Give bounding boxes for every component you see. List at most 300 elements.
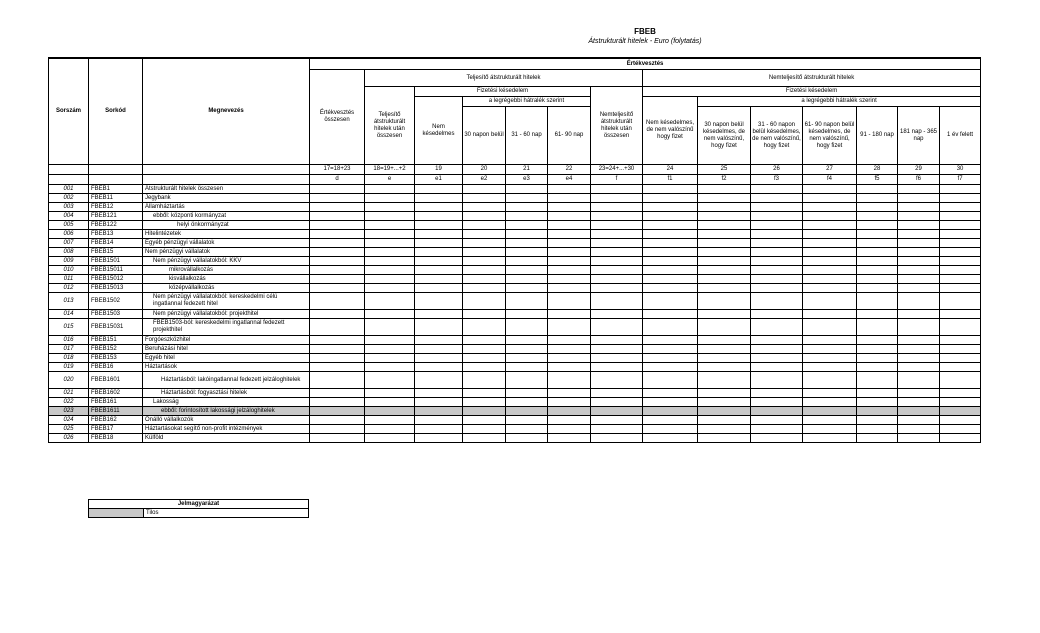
value-cell[interactable] (940, 275, 981, 284)
value-cell[interactable] (857, 372, 898, 389)
value-cell[interactable] (751, 230, 803, 239)
value-cell[interactable] (463, 398, 506, 407)
value-cell[interactable] (698, 275, 751, 284)
value-cell[interactable] (698, 407, 751, 416)
value-cell[interactable] (698, 221, 751, 230)
value-cell[interactable] (365, 221, 415, 230)
value-cell[interactable] (310, 416, 365, 425)
value-cell[interactable] (898, 275, 940, 284)
value-cell[interactable] (591, 257, 643, 266)
value-cell[interactable] (365, 425, 415, 434)
value-cell[interactable] (643, 194, 698, 203)
value-cell[interactable] (415, 266, 463, 275)
value-cell[interactable] (751, 345, 803, 354)
value-cell[interactable] (463, 230, 506, 239)
value-cell[interactable] (415, 257, 463, 266)
value-cell[interactable] (643, 230, 698, 239)
value-cell[interactable] (506, 257, 548, 266)
value-cell[interactable] (415, 398, 463, 407)
value-cell[interactable] (751, 354, 803, 363)
value-cell[interactable] (548, 266, 591, 275)
value-cell[interactable] (698, 434, 751, 443)
value-cell[interactable] (310, 389, 365, 398)
value-cell[interactable] (310, 284, 365, 293)
value-cell[interactable] (548, 389, 591, 398)
value-cell[interactable] (506, 266, 548, 275)
value-cell[interactable] (463, 389, 506, 398)
value-cell[interactable] (463, 345, 506, 354)
value-cell[interactable] (857, 389, 898, 398)
value-cell[interactable] (803, 221, 857, 230)
value-cell[interactable] (857, 257, 898, 266)
value-cell[interactable] (506, 345, 548, 354)
value-cell[interactable] (940, 310, 981, 319)
value-cell[interactable] (591, 266, 643, 275)
value-cell[interactable] (803, 389, 857, 398)
value-cell[interactable] (463, 425, 506, 434)
value-cell[interactable] (591, 434, 643, 443)
value-cell[interactable] (857, 354, 898, 363)
value-cell[interactable] (940, 354, 981, 363)
value-cell[interactable] (415, 275, 463, 284)
value-cell[interactable] (591, 310, 643, 319)
value-cell[interactable] (463, 266, 506, 275)
value-cell[interactable] (751, 221, 803, 230)
value-cell[interactable] (591, 221, 643, 230)
value-cell[interactable] (898, 416, 940, 425)
value-cell[interactable] (940, 185, 981, 194)
value-cell[interactable] (365, 354, 415, 363)
value-cell[interactable] (857, 275, 898, 284)
value-cell[interactable] (698, 239, 751, 248)
value-cell[interactable] (751, 425, 803, 434)
value-cell[interactable] (803, 310, 857, 319)
value-cell[interactable] (463, 185, 506, 194)
value-cell[interactable] (310, 407, 365, 416)
value-cell[interactable] (506, 336, 548, 345)
value-cell[interactable] (698, 319, 751, 336)
value-cell[interactable] (643, 257, 698, 266)
value-cell[interactable] (415, 319, 463, 336)
value-cell[interactable] (803, 372, 857, 389)
value-cell[interactable] (898, 336, 940, 345)
value-cell[interactable] (506, 372, 548, 389)
value-cell[interactable] (898, 372, 940, 389)
value-cell[interactable] (898, 407, 940, 416)
value-cell[interactable] (857, 221, 898, 230)
value-cell[interactable] (751, 434, 803, 443)
value-cell[interactable] (857, 230, 898, 239)
value-cell[interactable] (415, 372, 463, 389)
value-cell[interactable] (803, 345, 857, 354)
value-cell[interactable] (591, 275, 643, 284)
value-cell[interactable] (857, 266, 898, 275)
value-cell[interactable] (591, 194, 643, 203)
value-cell[interactable] (643, 345, 698, 354)
value-cell[interactable] (857, 185, 898, 194)
value-cell[interactable] (506, 293, 548, 310)
value-cell[interactable] (415, 363, 463, 372)
value-cell[interactable] (463, 407, 506, 416)
value-cell[interactable] (365, 185, 415, 194)
value-cell[interactable] (803, 194, 857, 203)
value-cell[interactable] (365, 407, 415, 416)
value-cell[interactable] (506, 354, 548, 363)
value-cell[interactable] (310, 345, 365, 354)
value-cell[interactable] (548, 416, 591, 425)
value-cell[interactable] (506, 434, 548, 443)
value-cell[interactable] (940, 345, 981, 354)
value-cell[interactable] (365, 230, 415, 239)
value-cell[interactable] (643, 354, 698, 363)
value-cell[interactable] (940, 425, 981, 434)
value-cell[interactable] (548, 363, 591, 372)
value-cell[interactable] (898, 310, 940, 319)
value-cell[interactable] (310, 185, 365, 194)
value-cell[interactable] (463, 434, 506, 443)
value-cell[interactable] (803, 319, 857, 336)
value-cell[interactable] (310, 319, 365, 336)
value-cell[interactable] (803, 248, 857, 257)
value-cell[interactable] (591, 230, 643, 239)
value-cell[interactable] (751, 248, 803, 257)
value-cell[interactable] (643, 293, 698, 310)
value-cell[interactable] (698, 372, 751, 389)
value-cell[interactable] (898, 185, 940, 194)
value-cell[interactable] (506, 275, 548, 284)
value-cell[interactable] (365, 336, 415, 345)
value-cell[interactable] (643, 434, 698, 443)
value-cell[interactable] (548, 194, 591, 203)
value-cell[interactable] (591, 354, 643, 363)
value-cell[interactable] (463, 221, 506, 230)
value-cell[interactable] (898, 221, 940, 230)
value-cell[interactable] (898, 284, 940, 293)
value-cell[interactable] (415, 310, 463, 319)
value-cell[interactable] (940, 319, 981, 336)
value-cell[interactable] (803, 203, 857, 212)
value-cell[interactable] (415, 434, 463, 443)
value-cell[interactable] (940, 434, 981, 443)
value-cell[interactable] (548, 221, 591, 230)
value-cell[interactable] (803, 354, 857, 363)
value-cell[interactable] (506, 248, 548, 257)
value-cell[interactable] (751, 336, 803, 345)
value-cell[interactable] (548, 257, 591, 266)
value-cell[interactable] (463, 372, 506, 389)
value-cell[interactable] (643, 319, 698, 336)
value-cell[interactable] (857, 194, 898, 203)
value-cell[interactable] (898, 203, 940, 212)
value-cell[interactable] (415, 425, 463, 434)
value-cell[interactable] (898, 239, 940, 248)
value-cell[interactable] (898, 434, 940, 443)
value-cell[interactable] (898, 319, 940, 336)
value-cell[interactable] (803, 185, 857, 194)
value-cell[interactable] (898, 363, 940, 372)
value-cell[interactable] (548, 185, 591, 194)
value-cell[interactable] (857, 203, 898, 212)
value-cell[interactable] (365, 257, 415, 266)
value-cell[interactable] (506, 407, 548, 416)
value-cell[interactable] (415, 248, 463, 257)
value-cell[interactable] (751, 212, 803, 221)
value-cell[interactable] (940, 212, 981, 221)
value-cell[interactable] (643, 407, 698, 416)
value-cell[interactable] (803, 275, 857, 284)
value-cell[interactable] (365, 239, 415, 248)
value-cell[interactable] (365, 275, 415, 284)
value-cell[interactable] (548, 275, 591, 284)
value-cell[interactable] (591, 363, 643, 372)
value-cell[interactable] (940, 336, 981, 345)
value-cell[interactable] (803, 425, 857, 434)
value-cell[interactable] (751, 372, 803, 389)
value-cell[interactable] (857, 416, 898, 425)
value-cell[interactable] (803, 407, 857, 416)
value-cell[interactable] (643, 221, 698, 230)
value-cell[interactable] (698, 230, 751, 239)
value-cell[interactable] (857, 363, 898, 372)
value-cell[interactable] (310, 363, 365, 372)
value-cell[interactable] (415, 212, 463, 221)
value-cell[interactable] (506, 212, 548, 221)
value-cell[interactable] (591, 425, 643, 434)
value-cell[interactable] (506, 319, 548, 336)
value-cell[interactable] (591, 293, 643, 310)
value-cell[interactable] (751, 293, 803, 310)
value-cell[interactable] (548, 407, 591, 416)
value-cell[interactable] (857, 345, 898, 354)
value-cell[interactable] (803, 266, 857, 275)
value-cell[interactable] (751, 310, 803, 319)
value-cell[interactable] (698, 212, 751, 221)
value-cell[interactable] (463, 275, 506, 284)
value-cell[interactable] (803, 293, 857, 310)
value-cell[interactable] (463, 239, 506, 248)
value-cell[interactable] (365, 310, 415, 319)
value-cell[interactable] (751, 275, 803, 284)
value-cell[interactable] (310, 203, 365, 212)
value-cell[interactable] (643, 389, 698, 398)
value-cell[interactable] (415, 416, 463, 425)
value-cell[interactable] (898, 425, 940, 434)
value-cell[interactable] (548, 203, 591, 212)
value-cell[interactable] (415, 221, 463, 230)
value-cell[interactable] (751, 203, 803, 212)
value-cell[interactable] (803, 230, 857, 239)
value-cell[interactable] (591, 407, 643, 416)
value-cell[interactable] (857, 336, 898, 345)
value-cell[interactable] (898, 345, 940, 354)
value-cell[interactable] (310, 257, 365, 266)
value-cell[interactable] (463, 212, 506, 221)
value-cell[interactable] (857, 212, 898, 221)
value-cell[interactable] (415, 284, 463, 293)
value-cell[interactable] (898, 354, 940, 363)
value-cell[interactable] (415, 407, 463, 416)
value-cell[interactable] (751, 363, 803, 372)
value-cell[interactable] (751, 185, 803, 194)
value-cell[interactable] (898, 293, 940, 310)
value-cell[interactable] (940, 372, 981, 389)
value-cell[interactable] (643, 275, 698, 284)
value-cell[interactable] (698, 354, 751, 363)
value-cell[interactable] (591, 345, 643, 354)
value-cell[interactable] (310, 398, 365, 407)
value-cell[interactable] (751, 407, 803, 416)
value-cell[interactable] (415, 194, 463, 203)
value-cell[interactable] (506, 185, 548, 194)
value-cell[interactable] (463, 363, 506, 372)
value-cell[interactable] (463, 194, 506, 203)
value-cell[interactable] (698, 248, 751, 257)
value-cell[interactable] (643, 398, 698, 407)
value-cell[interactable] (698, 203, 751, 212)
value-cell[interactable] (506, 284, 548, 293)
value-cell[interactable] (643, 336, 698, 345)
value-cell[interactable] (548, 212, 591, 221)
value-cell[interactable] (415, 293, 463, 310)
value-cell[interactable] (463, 248, 506, 257)
value-cell[interactable] (463, 354, 506, 363)
value-cell[interactable] (940, 293, 981, 310)
value-cell[interactable] (548, 310, 591, 319)
value-cell[interactable] (643, 248, 698, 257)
value-cell[interactable] (698, 389, 751, 398)
value-cell[interactable] (415, 354, 463, 363)
value-cell[interactable] (698, 310, 751, 319)
value-cell[interactable] (548, 398, 591, 407)
value-cell[interactable] (310, 221, 365, 230)
value-cell[interactable] (643, 416, 698, 425)
value-cell[interactable] (365, 319, 415, 336)
value-cell[interactable] (548, 372, 591, 389)
value-cell[interactable] (698, 185, 751, 194)
value-cell[interactable] (310, 336, 365, 345)
value-cell[interactable] (506, 425, 548, 434)
value-cell[interactable] (548, 425, 591, 434)
value-cell[interactable] (898, 194, 940, 203)
value-cell[interactable] (415, 203, 463, 212)
value-cell[interactable] (857, 293, 898, 310)
value-cell[interactable] (751, 319, 803, 336)
value-cell[interactable] (643, 425, 698, 434)
value-cell[interactable] (803, 398, 857, 407)
value-cell[interactable] (506, 416, 548, 425)
value-cell[interactable] (940, 248, 981, 257)
value-cell[interactable] (898, 389, 940, 398)
value-cell[interactable] (506, 230, 548, 239)
value-cell[interactable] (643, 310, 698, 319)
value-cell[interactable] (940, 363, 981, 372)
value-cell[interactable] (643, 266, 698, 275)
value-cell[interactable] (857, 319, 898, 336)
value-cell[interactable] (803, 212, 857, 221)
value-cell[interactable] (415, 185, 463, 194)
value-cell[interactable] (310, 266, 365, 275)
value-cell[interactable] (591, 416, 643, 425)
value-cell[interactable] (857, 248, 898, 257)
value-cell[interactable] (415, 239, 463, 248)
value-cell[interactable] (365, 194, 415, 203)
value-cell[interactable] (365, 372, 415, 389)
value-cell[interactable] (365, 266, 415, 275)
value-cell[interactable] (940, 221, 981, 230)
value-cell[interactable] (643, 372, 698, 389)
value-cell[interactable] (365, 248, 415, 257)
value-cell[interactable] (940, 416, 981, 425)
value-cell[interactable] (310, 194, 365, 203)
value-cell[interactable] (857, 284, 898, 293)
value-cell[interactable] (803, 363, 857, 372)
value-cell[interactable] (898, 266, 940, 275)
value-cell[interactable] (643, 203, 698, 212)
value-cell[interactable] (857, 239, 898, 248)
value-cell[interactable] (506, 203, 548, 212)
value-cell[interactable] (898, 212, 940, 221)
value-cell[interactable] (940, 389, 981, 398)
value-cell[interactable] (506, 239, 548, 248)
value-cell[interactable] (898, 257, 940, 266)
value-cell[interactable] (310, 248, 365, 257)
value-cell[interactable] (698, 266, 751, 275)
value-cell[interactable] (591, 398, 643, 407)
value-cell[interactable] (698, 398, 751, 407)
value-cell[interactable] (898, 230, 940, 239)
value-cell[interactable] (698, 416, 751, 425)
value-cell[interactable] (365, 293, 415, 310)
value-cell[interactable] (506, 398, 548, 407)
value-cell[interactable] (803, 284, 857, 293)
value-cell[interactable] (463, 416, 506, 425)
value-cell[interactable] (310, 434, 365, 443)
value-cell[interactable] (591, 185, 643, 194)
value-cell[interactable] (591, 372, 643, 389)
value-cell[interactable] (940, 398, 981, 407)
value-cell[interactable] (548, 354, 591, 363)
value-cell[interactable] (548, 319, 591, 336)
value-cell[interactable] (751, 194, 803, 203)
value-cell[interactable] (698, 257, 751, 266)
value-cell[interactable] (940, 284, 981, 293)
value-cell[interactable] (940, 257, 981, 266)
value-cell[interactable] (591, 212, 643, 221)
value-cell[interactable] (940, 239, 981, 248)
value-cell[interactable] (591, 203, 643, 212)
value-cell[interactable] (857, 407, 898, 416)
value-cell[interactable] (548, 293, 591, 310)
value-cell[interactable] (857, 310, 898, 319)
value-cell[interactable] (365, 203, 415, 212)
value-cell[interactable] (698, 293, 751, 310)
value-cell[interactable] (365, 416, 415, 425)
value-cell[interactable] (548, 230, 591, 239)
value-cell[interactable] (751, 257, 803, 266)
value-cell[interactable] (751, 389, 803, 398)
value-cell[interactable] (548, 239, 591, 248)
value-cell[interactable] (751, 266, 803, 275)
value-cell[interactable] (698, 194, 751, 203)
value-cell[interactable] (940, 266, 981, 275)
value-cell[interactable] (365, 398, 415, 407)
value-cell[interactable] (698, 336, 751, 345)
value-cell[interactable] (751, 284, 803, 293)
value-cell[interactable] (940, 194, 981, 203)
value-cell[interactable] (310, 425, 365, 434)
value-cell[interactable] (415, 389, 463, 398)
value-cell[interactable] (365, 284, 415, 293)
